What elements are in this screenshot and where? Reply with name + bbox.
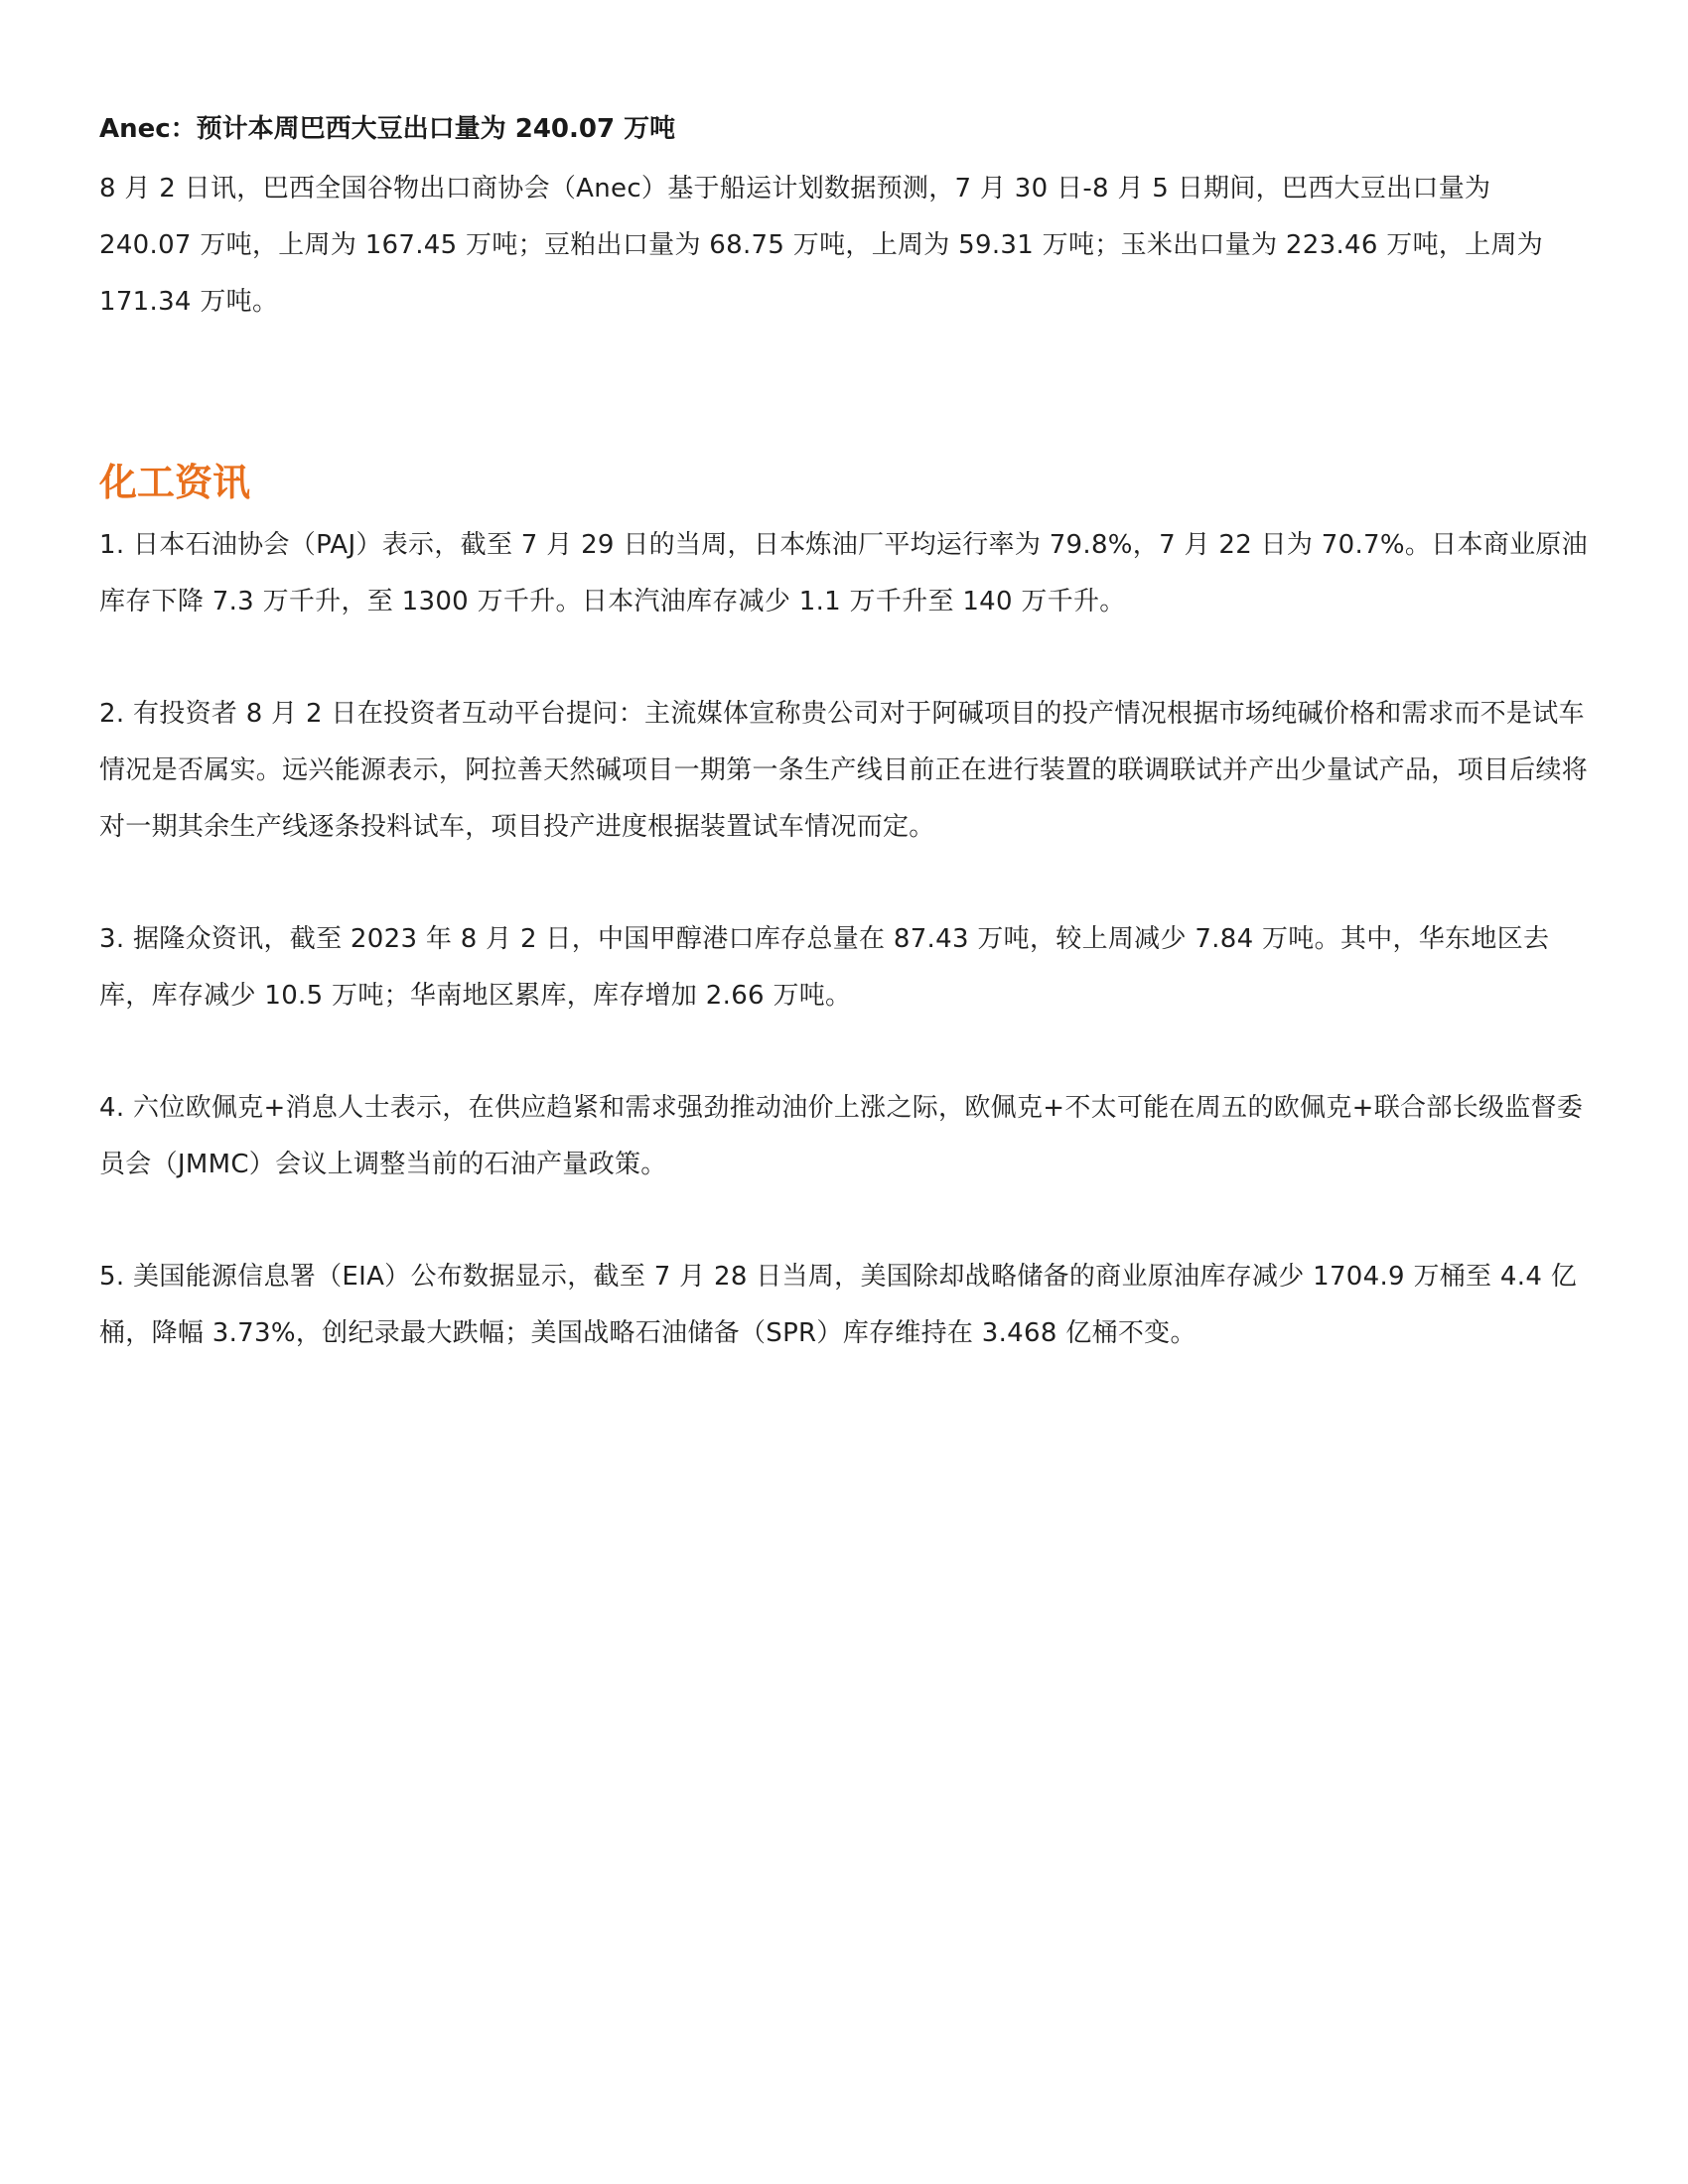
article-body: 8 月 2 日讯，巴西全国谷物出口商协会（Anec）基于船运计划数据预测，7 月 30 日-8 月 5 日期间，巴西大豆出口量为 240.07 万吨，上周为 167.45 万吨；豆粕出口量为 68.75 万吨，上周为 59.31 万吨；玉米出口量为 223.46 万吨，上周为 171.34 万吨。 (99, 174, 1544, 317)
news-item-5: 5. 美国能源信息署（EIA）公布数据显示，截至 7 月 28 日当周，美国除却战略储备的商业原油库存减少 1704.9 万桶至 4.4 亿桶，降幅 3.73%，创纪录最大跌幅；美国战略石油储备（SPR）库存维持在 3.468 亿桶不变。 (99, 1262, 1578, 1348)
section-heading: 化工资讯 (99, 461, 251, 504)
news-item-4: 4. 六位欧佩克+消息人士表示，在供应趋紧和需求强劲推动油价上涨之际，欧佩克+不太可能在周五的欧佩克+联合部长级监督委员会（JMMC）会议上调整当前的石油产量政策。 (99, 1093, 1584, 1179)
page-content (99, 111, 1589, 1418)
news-item-3: 3. 据隆众资讯，截至 2023 年 8 月 2 日，中国甲醇港口库存总量在 87.43 万吨，较上周减少 7.84 万吨。其中，华东地区去库，库存减少 10.5 万吨；华南地区累库，库存增加 2.66 万吨。 (99, 924, 1550, 1011)
article-title: Anec：预计本周巴西大豆出口量为 240.07 万吨 (99, 114, 676, 144)
news-item-1: 1. 日本石油协会（PAJ）表示，截至 7 月 29 日的当周，日本炼油厂平均运行率为 79.8%，7 月 22 日为 70.7%。日本商业原油库存下降 7.3 万千升，至 1300 万千升。日本汽油库存减少 1.1 万千升至 140 万千升。 (99, 530, 1588, 616)
news-item-2: 2. 有投资者 8 月 2 日在投资者互动平台提问：主流媒体宣称贵公司对于阿碱项目的投产情况根据市场纯碱价格和需求而不是试车情况是否属实。远兴能源表示，阿拉善天然碱项目一期第一条生产线目前正在进行装置的联调联试并产出少量试产品，项目后续将对一期其余生产线逐条投料试车，项目投产进度根据装置试车情况而定。 (99, 699, 1589, 842)
